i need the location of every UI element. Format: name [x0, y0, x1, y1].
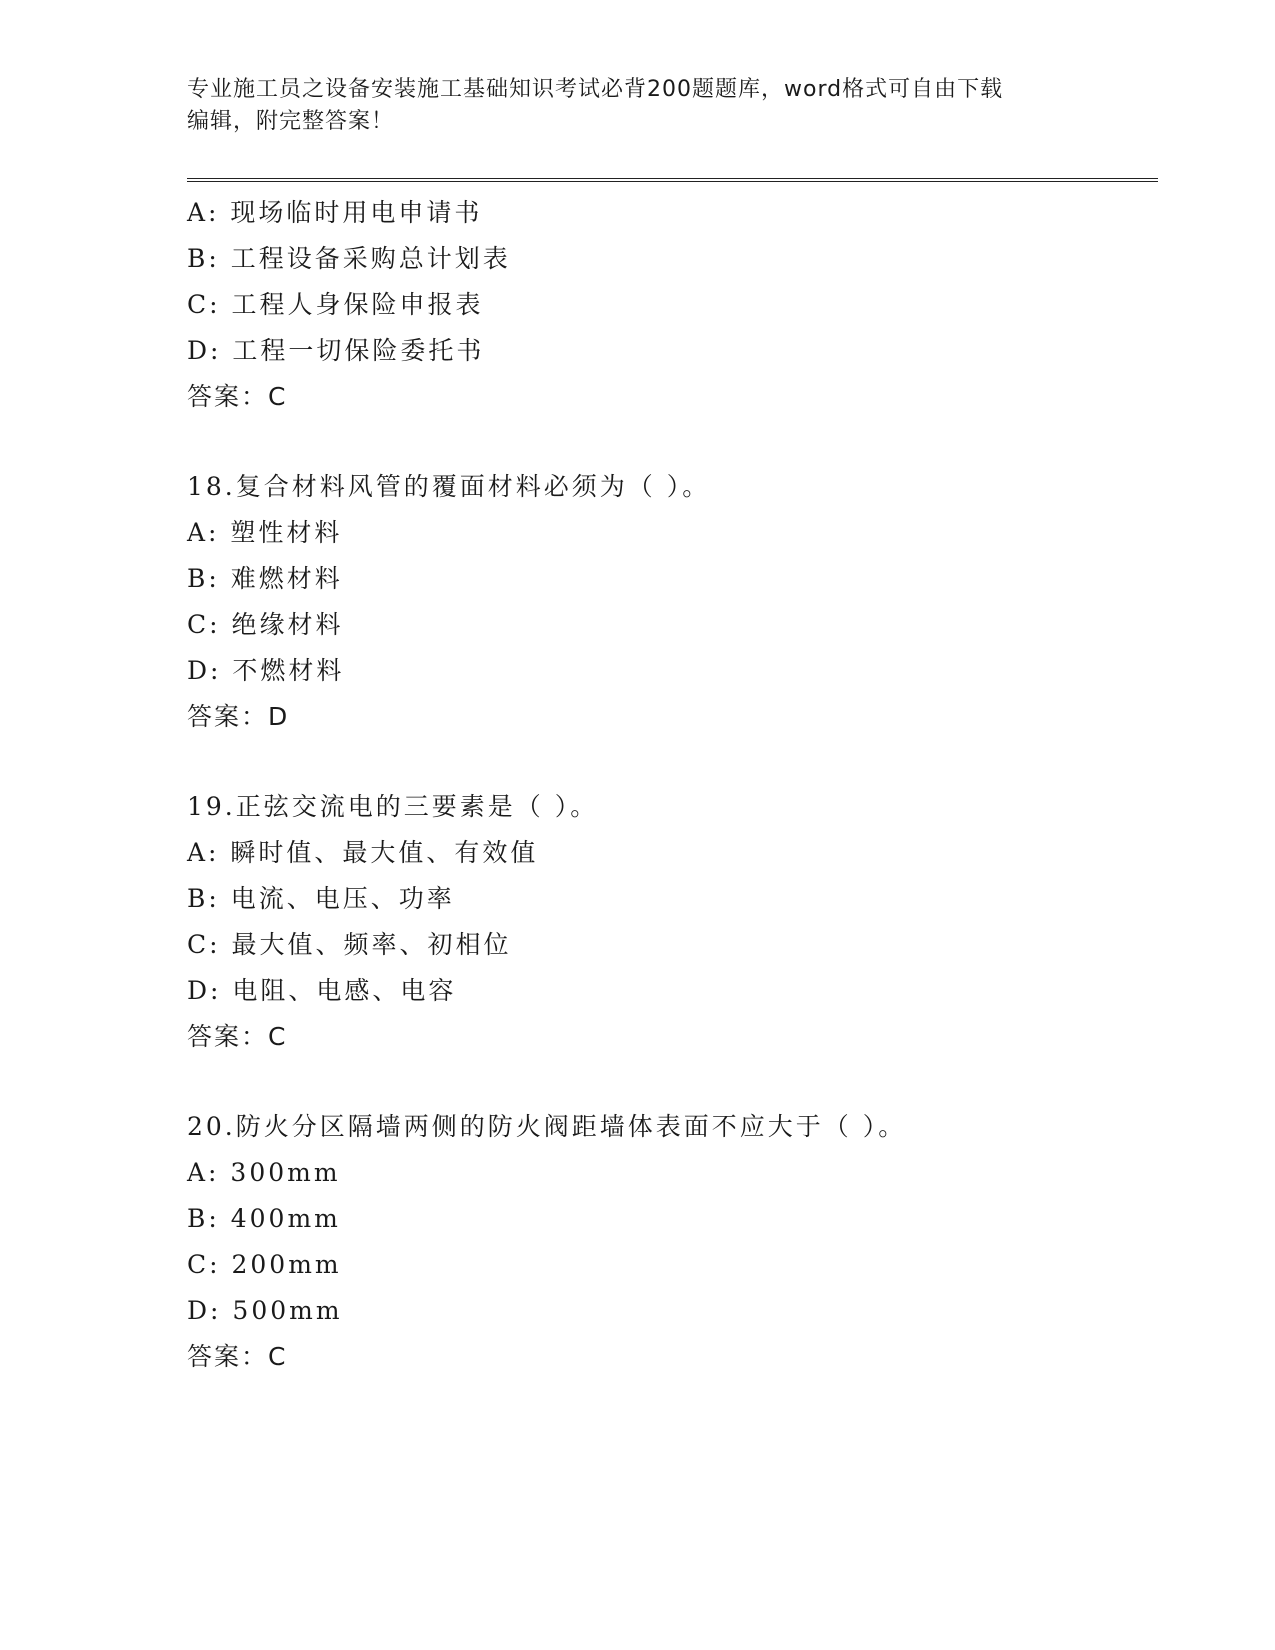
question-block-19	[187, 784, 1158, 1060]
option-d: D: 电阻、电感、电容	[187, 976, 457, 1005]
option-b: B: 工程设备采购总计划表	[187, 244, 511, 273]
document-header	[187, 74, 1087, 138]
option-c: C: 工程人身保险申报表	[187, 290, 484, 319]
option-c: C: 最大值、频率、初相位	[187, 930, 512, 959]
option-a: A: 300mm	[187, 1158, 341, 1187]
option-d: D: 不燃材料	[187, 656, 345, 685]
option-b: B: 难燃材料	[187, 564, 343, 593]
question-text: 18.复合材料风管的覆面材料必须为（ ）。	[187, 472, 711, 501]
spacer	[187, 1060, 1158, 1104]
option-c: C: 200mm	[187, 1250, 342, 1279]
question-block-17	[187, 190, 1158, 420]
spacer	[187, 740, 1158, 784]
answer-line: 答案：C	[187, 1342, 288, 1371]
header-title-line-1: 专业施工员之设备安装施工基础知识考试必背200题题库，word格式可自由下载	[187, 77, 1004, 102]
question-text: 20.防火分区隔墙两侧的防火阀距墙体表面不应大于（ ）。	[187, 1112, 907, 1141]
answer-line: 答案：C	[187, 382, 288, 411]
question-text: 19.正弦交流电的三要素是（ ）。	[187, 792, 599, 821]
question-block-20	[187, 1104, 1158, 1380]
option-a: A: 现场临时用电申请书	[187, 198, 483, 227]
option-b: B: 400mm	[187, 1204, 341, 1233]
question-block-18	[187, 464, 1158, 740]
option-c: C: 绝缘材料	[187, 610, 344, 639]
header-title-line-2: 编辑，附完整答案！	[187, 109, 395, 134]
option-d: D: 500mm	[187, 1296, 343, 1325]
option-b: B: 电流、电压、功率	[187, 884, 455, 913]
option-a: A: 瞬时值、最大值、有效值	[187, 838, 539, 867]
spacer	[187, 420, 1158, 464]
header-divider	[187, 178, 1158, 182]
option-d: D: 工程一切保险委托书	[187, 336, 485, 365]
answer-line: 答案：D	[187, 702, 290, 731]
answer-line: 答案：C	[187, 1022, 288, 1051]
option-a: A: 塑性材料	[187, 518, 343, 547]
question-list	[187, 190, 1158, 1380]
